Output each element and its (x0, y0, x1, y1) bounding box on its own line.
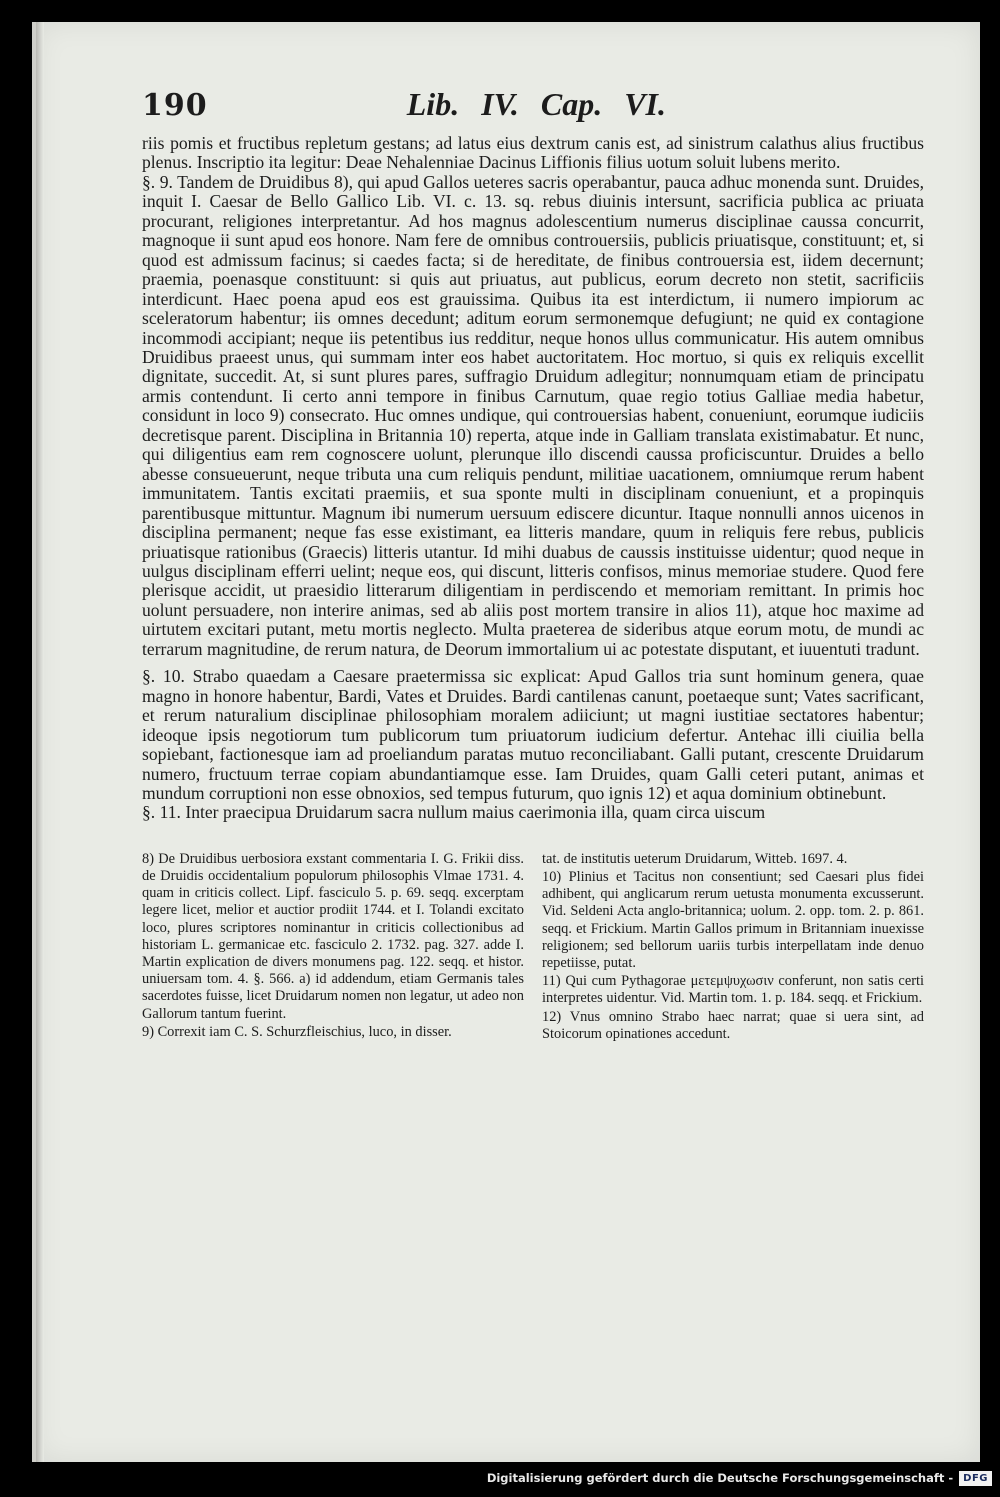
footnotes-left-column (142, 851, 524, 1043)
footnote-11: 11) Qui cum Pythagorae μετεμψυχωσιν conferunt, non satis certi interpretes uidentur. Vid. Martin tom. 1. p. 184. seqq. et Frickium. (542, 973, 924, 1007)
footnote-10: 10) Plinius et Tacitus non consentiunt; sed Caesari plus fidei adhibent, qui anglicarum rerum uetusta monumenta excusserunt. Vid. Seldeni Acta anglo-britannica; uolum. 2. opp. tom. 2. p. 861. seqq. et Frickium. Martin Gallos primum in Britanniam inuexisse religionem; sed bellorum uariis turbis interpellatam inde denuo repetiisse, putat. (542, 869, 924, 972)
footnote-9: 9) Correxit iam C. S. Schurzfleischius, luco, in disser. (142, 1023, 452, 1040)
footnote-12: 12) Vnus omnino Strabo haec narrat; quae si uera sint, ad Stoicorum opinationes accedunt. (542, 1008, 924, 1042)
attribution-text: Digitalisierung gefördert durch die Deutsche Forschungsgemeinschaft - (486, 1471, 954, 1485)
page-spine-shadow (36, 22, 44, 1462)
main-text (142, 134, 924, 823)
footnotes-right-column (542, 851, 924, 1043)
footnote-8: 8) De Druidibus uerbosiora exstant commentaria I. G. Frikii diss. de Druidis occidentalium populorum philosophis Vlmae 1731. 4. quam in criticis collect. Lipf. fasciculo 5. p. 69. seqq. excerptam legere licet, melior et auctior prodiit 1744. et I. Tolandi excitato loco, plures scriptores nominantur in criticis collectionibus ad historiam L. germanicae etc. fasciculo 2. 1732. pag. 327. adde I. Martin explication de divers monumens pag. 122. seqq. et histor. uniuersam tom. 4. §. 566. a) id addendum, etiam Germanis tales sacerdotes fuisse, licet Druidarum nomen non legatur, ut adeo non Gallorum tantum fuerint. (142, 850, 524, 1022)
footnote-9-continuation: tat. de institutis ueterum Druidarum, Witteb. 1697. 4. (542, 850, 848, 867)
page-number: 190 (142, 88, 208, 123)
page-header (142, 86, 924, 132)
book-page (32, 22, 980, 1462)
paragraph-continuation: riis pomis et fructibus repletum gestans; ad latus eius dextrum canis est, ad sinistrum calathus alius fructibus plenus. Inscriptio ita legitur: Deae Nehalenniae Dacinus Liffionis filius uotum soluit lubens merito. (142, 133, 924, 173)
footnotes (142, 851, 924, 1043)
paragraph-section-10: §. 10. Strabo quaedam a Caesare praetermissa sic explicat: Apud Gallos tria sunt hominum genera, quae magno in honore habentur, Bardi, Vates et Druides. Bardi cantilenas canunt, poetaeque sunt; Vates sacrificant, et rerum naturalium disciplinae philosophiam moralem adiiciunt; ut magni iustitiae sectatores habentur; ideoque ipsis negotiorum tum publicorum tum priuatorum iudicium defertur. Antehac illi ciuilia bella sopiebant, factionesque iam ad proeliandum paratas mutuo reconciliabant. Galli putant, crescente Druidarum numero, fructuum terrae copiam abundantiamque esse. Iam Druides, quam Galli ceteri putant, animas et mundum corruptioni non esse obnoxios, sed tempus futurum, quo ignis 12) et aqua dominium obtinebunt. (142, 666, 924, 803)
paragraph-section-9: §. 9. Tandem de Druidibus 8), qui apud Gallos ueteres sacris operabantur, pauca adhuc monenda sunt. Druides, inquit I. Caesar de Bello Gallico Lib. VI. c. 13. sq. rebus diuinis intersunt, sacrificia publica ac priuata procurant, religiones interpretantur. Ad hos magnus adolescentium numerus disciplinae caussa concurrit, magnoque ii sunt apud eos honore. Nam fere de omnibus controuersiis, publicis priuatisque, constituunt; et, si quod est admissum facinus; si caedes facta; si de hereditate, de finibus controuersia est, iidem decernunt; praemia, poenasque constituunt: si quis aut priuatus, aut publicus, eorum decreto non stetit, sacrificiis interdicunt. Haec poena apud eos est grauissima. Quibus ita est interdictum, ii numero impiorum ac sceleratorum habentur; iis omnes decedunt; aditum eorum sermonemque defugiunt; ne quid ex contagione incommodi accipiant; neque iis petentibus ius redditur, neque honos ullus communicatur. His autem omnibus Druidibus praeest unus, qui summam inter eos habet auctoritatem. Hoc mortuo, si quis ex reliquis excellit dignitate, succedit. At, si sunt plures pares, suffragio Druidum adlegitur; nonnumquam etiam de principatu armis contendunt. Ii certo anni tempore in finibus Carnutum, quae regio totius Galliae media habetur, considunt in loco 9) consecrato. Huc omnes undique, qui controuersias habent, conueniunt, eorumque iudiciis decretisque parent. Disciplina in Britannia 10) reperta, atque inde in Galliam translata existimabatur. Et nunc, qui diligentius eam rem cognoscere uolunt, plerunque illo discendi caussa proficiscuntur. Druides a bello abesse consueuerunt, neque tributa una cum reliquis pendunt, militiae uacationem, omniumque rerum habent immunitatem. Tantis excitati praemiis, et sua sponte multi in disciplinam conueniunt, et a propinquis parentibusque mittuntur. Magnum ibi numerum uersuum ediscere dicuntur. Itaque nonnulli annos uicenos in disciplina permanent; neque fas esse existimant, ea litteris mandare, quum in reliquis fere rebus, publicis priuatisque rationibus (Graecis) litteris utantur. Id mihi duabus de caussis instituisse uidentur; quod neque in uulgus disciplinam efferri uelint; neque eos, qui discunt, litteris confisos, minus memoriae studere. Quod fere plerisque accidit, ut praesidio litterarum diligentiam in perdiscendo et memoriam remittant. In primis hoc uolunt persuadere, non interire animas, sed ab aliis post mortem transire in alios 11), atque hoc maxime ad uirtutem excitari putant, metu mortis neglecto. Multa praeterea de sideribus atque eorum motu, de mundi ac terrarum magnitudine, de rerum natura, de Deorum immortalium ui ac potestate disputant, et iuuentuti tradunt. (142, 171, 924, 659)
digitization-attribution (487, 1467, 992, 1489)
paragraph-section-11: §. 11. Inter praecipua Druidarum sacra nullum maius caerimonia illa, quam circa uiscum (142, 802, 766, 823)
page-content (142, 86, 924, 1043)
running-head: Lib. IV. Cap. VI. (406, 86, 666, 122)
dfg-logo: DFG (959, 1471, 992, 1486)
